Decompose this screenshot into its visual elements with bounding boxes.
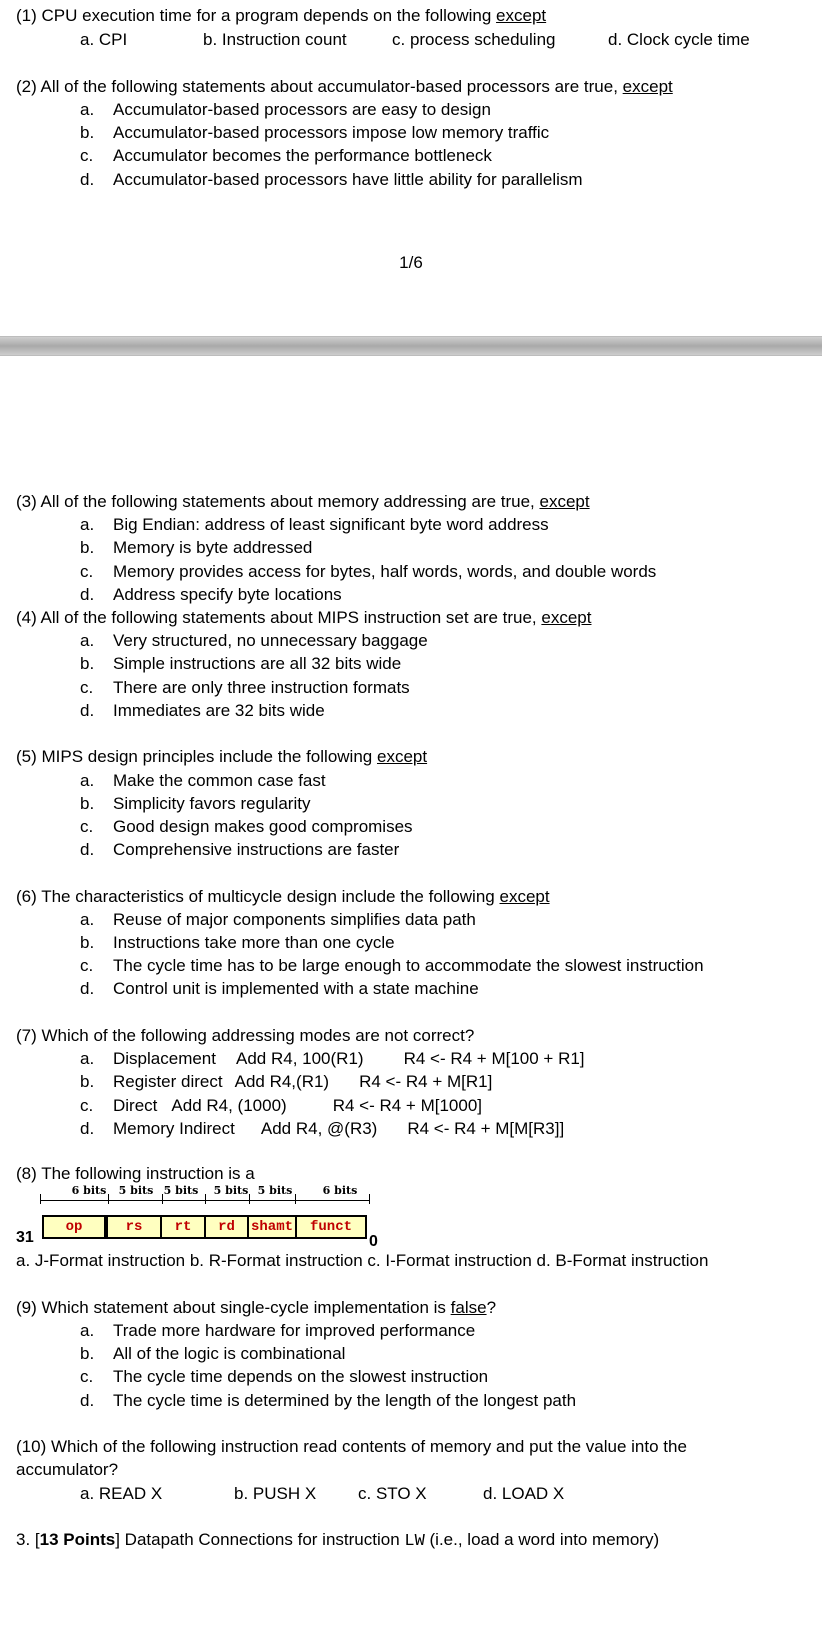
q4-stem: (4) All of the following statements about MIPS instruction set are true, except xyxy=(16,608,592,627)
q3-option-b: b. Memory is byte addressed xyxy=(80,538,313,557)
field-width-funct: 6 bits xyxy=(322,1184,358,1197)
field-width-rs: 5 bits xyxy=(118,1184,154,1197)
r-format-diagram xyxy=(14,1182,414,1252)
field-shamt: shamt xyxy=(247,1215,297,1239)
q9-option-a: a. Trade more hardware for improved performance xyxy=(80,1321,476,1340)
field-width-rd: 5 bits xyxy=(213,1184,249,1197)
page-number: 1/6 xyxy=(399,253,423,272)
q3-option-c: c. Memory provides access for bytes, half words, words, and double words xyxy=(80,562,657,581)
q5-option-c: c. Good design makes good compromises xyxy=(80,817,413,836)
q9-option-d: d. The cycle time is determined by the length of the longest path xyxy=(80,1391,577,1410)
q3-option-d: d. Address specify byte locations xyxy=(80,585,342,604)
q1-option-b: b. Instruction count xyxy=(203,30,347,49)
q5-option-b: b. Simplicity favors regularity xyxy=(80,794,311,813)
q1-option-c: c. process scheduling xyxy=(392,30,556,49)
field-rs: rs xyxy=(106,1215,162,1239)
field-width-rt: 5 bits xyxy=(163,1184,199,1197)
page-break-divider xyxy=(0,336,822,356)
q10-option-a: a. READ X xyxy=(80,1484,163,1503)
q2-option-c: c. Accumulator becomes the performance bottleneck xyxy=(80,146,492,165)
q2-option-b: b. Accumulator-based processors impose low memory traffic xyxy=(80,123,550,142)
q7-option-d: d. Memory Indirect Add R4, @(R3) R4 <- R4 + M[M[R3]] xyxy=(80,1119,565,1138)
q10-stem-line1: (10) Which of the following instruction read contents of memory and put the value into the xyxy=(16,1437,687,1456)
field-op: op xyxy=(42,1215,106,1239)
q2-option-a: a. Accumulator-based processors are easy to design xyxy=(80,100,491,119)
q10-stem-line2: accumulator? xyxy=(16,1460,119,1479)
q5-option-a: a. Make the common case fast xyxy=(80,771,326,790)
field-width-op: 6 bits xyxy=(71,1184,107,1197)
q6-stem: (6) The characteristics of multicycle design include the following except xyxy=(16,887,550,906)
q6-option-a: a. Reuse of major components simplifies data path xyxy=(80,910,476,929)
q1-option-a: a. CPI xyxy=(80,30,128,49)
field-rd: rd xyxy=(204,1215,249,1239)
q5-stem: (5) MIPS design principles include the following except xyxy=(16,747,428,766)
q6-option-c: c. The cycle time has to be large enough to accommodate the slowest instruction xyxy=(80,956,704,975)
q9-option-c: c. The cycle time depends on the slowest instruction xyxy=(80,1367,489,1386)
q4-option-c: c. There are only three instruction formats xyxy=(80,678,410,697)
q10-option-d: d. LOAD X xyxy=(483,1484,565,1503)
q4-option-b: b. Simple instructions are all 32 bits wide xyxy=(80,654,402,673)
q10-option-b: b. PUSH X xyxy=(234,1484,317,1503)
field-funct: funct xyxy=(295,1215,367,1239)
q4-option-d: d. Immediates are 32 bits wide xyxy=(80,701,325,720)
q5-option-d: d. Comprehensive instructions are faster xyxy=(80,840,400,859)
q3-option-a: a. Big Endian: address of least significant byte word address xyxy=(80,515,549,534)
q7-stem: (7) Which of the following addressing modes are not correct? xyxy=(16,1026,475,1045)
q10-option-c: c. STO X xyxy=(358,1484,427,1503)
q1-option-d: d. Clock cycle time xyxy=(608,30,750,49)
high-bit-label: 31 xyxy=(16,1229,34,1246)
q7-option-b: b. Register direct Add R4,(R1) R4 <- R4 + M[R1] xyxy=(80,1072,493,1091)
q6-option-b: b. Instructions take more than one cycle xyxy=(80,933,395,952)
q1-stem: (1) CPU execution time for a program depends on the following except xyxy=(16,6,547,25)
q7-option-c: c. Direct Add R4, (1000) R4 <- R4 + M[1000] xyxy=(80,1096,483,1115)
field-width-shamt: 5 bits xyxy=(257,1184,293,1197)
low-bit-label: 0 xyxy=(369,1233,378,1250)
section-3-heading: 3. [13 Points] Datapath Connections for instruction LW (i.e., load a word into memory) xyxy=(16,1530,660,1551)
q2-option-d: d. Accumulator-based processors have little ability for parallelism xyxy=(80,170,583,189)
q4-option-a: a. Very structured, no unnecessary baggage xyxy=(80,631,428,650)
q2-stem: (2) All of the following statements about accumulator-based processors are true, except xyxy=(16,77,673,96)
q9-stem: (9) Which statement about single-cycle implementation is false? xyxy=(16,1298,497,1317)
q3-stem: (3) All of the following statements about memory addressing are true, except xyxy=(16,492,590,511)
q8-options: a. J-Format instruction b. R-Format instruction c. I-Format instruction d. B-Format instruction xyxy=(16,1251,709,1270)
q9-option-b: b. All of the logic is combinational xyxy=(80,1344,346,1363)
q6-option-d: d. Control unit is implemented with a state machine xyxy=(80,979,479,998)
q7-option-a: a. Displacement Add R4, 100(R1) R4 <- R4 + M[100 + R1] xyxy=(80,1049,585,1068)
q8-stem: (8) The following instruction is a xyxy=(16,1164,255,1183)
field-rt: rt xyxy=(160,1215,206,1239)
